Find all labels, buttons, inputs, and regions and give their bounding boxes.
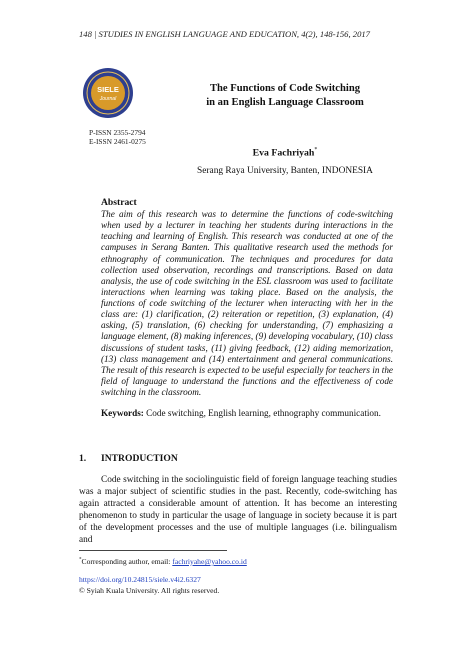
abstract-heading: Abstract — [101, 197, 137, 208]
footnote — [79, 557, 247, 566]
footnote-mark: * — [79, 557, 82, 563]
logo-text-top: SIELE — [97, 85, 119, 94]
running-head: 148 | STUDIES IN ENGLISH LANGUAGE AND EDUCATION, 4(2), 148-156, 2017 — [79, 29, 370, 39]
journal-seal-icon — [82, 67, 134, 119]
doi-link[interactable]: https://doi.org/10.24815/siele.v4i2.6327 — [79, 575, 201, 584]
footnote-label: Corresponding author, email: — [81, 557, 173, 566]
author-mark: * — [314, 147, 318, 153]
abstract-text: The aim of this research was to determine the functions of code-switching when used by a lecturer in teaching her students during interactions in the teaching and learning of English. This research was conducted at one of the campuses in Serang Banten. This qualitative research used the methods for ethnography of communication. The techniques and procedures for data collection used observation, recordings and transcriptions. Based on data analysis, the use of code switching in the ESL classroom was used to facilitate interactions when learning was taking place. Based on the analysis, the functions of code switching of the lecturer when interacting with her in the class are: (1) clarification, (2) reiteration or repetition, (3) explanation, (4) asking, (5) translation, (6) checking for understanding, (7) emphasizing a language element, (8) making inferences, (9) developing vocabulary, (10) class discussions of student tasks, (11) giving feedback, (12) aiding memorization, (13) class management and (14) entertainment and general communications. The result of this research is expected to be useful especially for teachers in the field of language to understand the functions and the effectiveness of code switching in the classroom. — [101, 209, 393, 397]
print-issn: P-ISSN 2355-2794 — [89, 128, 146, 137]
keywords — [101, 407, 393, 419]
keywords-label: Keywords: — [101, 408, 144, 418]
title-line-2: in an English Language Classroom — [206, 96, 364, 108]
footnote-divider — [79, 550, 227, 551]
section-number: 1. — [79, 453, 87, 464]
electronic-issn: E-ISSN 2461-0275 — [89, 137, 146, 146]
section-heading — [79, 453, 178, 464]
keywords-text: Code switching, English learning, ethnography communication. — [146, 408, 381, 418]
copyright: © Syiah Kuala University. All rights reserved. — [79, 586, 220, 595]
paper-title — [180, 82, 390, 109]
author — [180, 147, 390, 158]
issn-block — [89, 128, 146, 146]
email-link[interactable]: fachriyahe@yahoo.co.id — [172, 557, 247, 566]
section-title: INTRODUCTION — [101, 453, 178, 464]
affiliation: Serang Raya University, Banten, INDONESIA — [197, 166, 373, 176]
author-name: Eva Fachriyah — [252, 147, 315, 159]
introduction-text: Code switching in the sociolinguistic field of foreign language teaching studies was a major subject of scientific studies in the past. Recently, code-switching has again attracted a considerable amount of attention. It has become an interesting phenomenon to study in particular the usage of language in society because it is part of the development processes and the use of multiple languages (i.e. bilingualism and — [79, 475, 397, 545]
title-line-1: The Functions of Code Switching — [209, 83, 361, 94]
logo-text-bottom: Journal — [99, 96, 117, 102]
